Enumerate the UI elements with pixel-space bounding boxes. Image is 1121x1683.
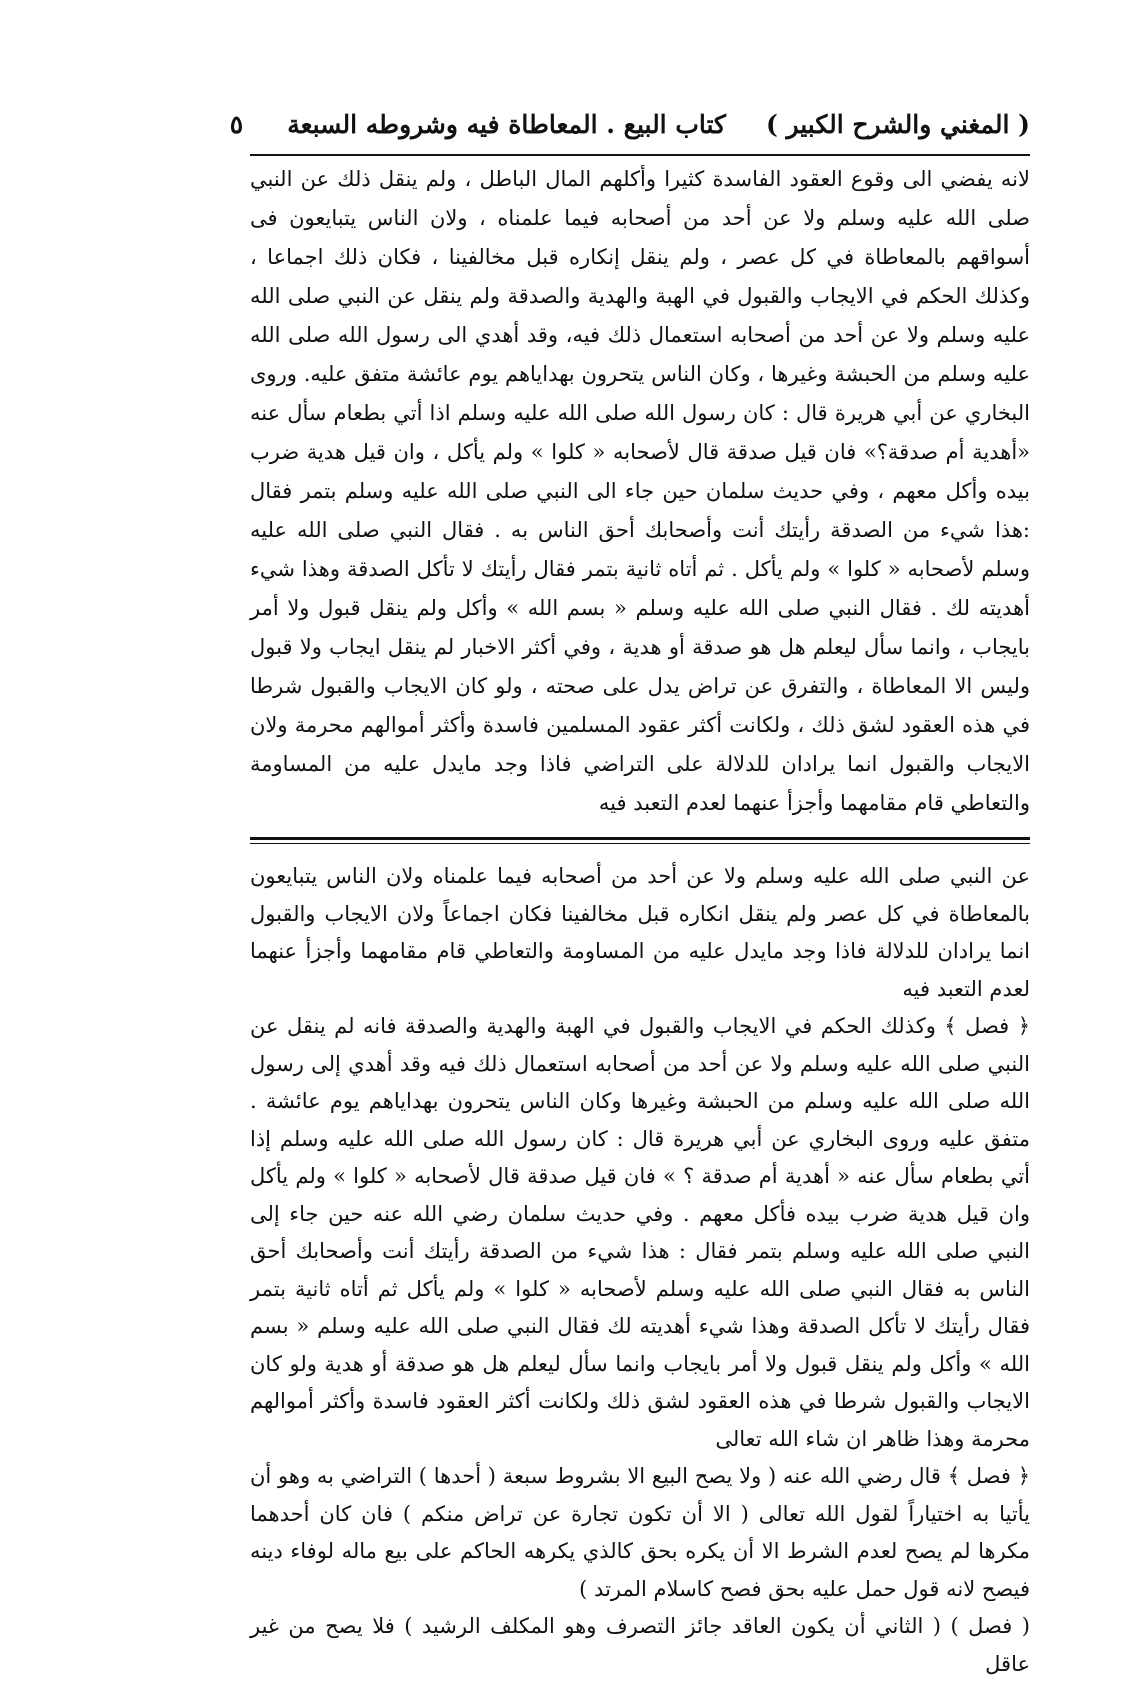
commentary-text (250, 858, 1030, 1683)
page-number: ٥ (229, 110, 244, 139)
main-paragraph: لانه يفضي الى وقوع العقود الفاسدة كثيرا وأكلهم المال الباطل ، ولم ينقل ذلك عن النبي صلى الله عليه وسلم ولا عن أحد من أصحابه فيما علمناه ، ولان الناس يتبايعون فى أسواقهم بالمعاطاة في كل عصر ، ولم ينقل إنكاره قبل مخالفينا ، فكان ذلك اجماعا ، وكذلك الحكم في الايجاب والقبول في الهبة والهدية والصدقة ولم ينقل عن النبي صلى الله عليه وسلم ولا عن أحد من أصحابه استعمال ذلك فيه، وقد أهدي الى رسول الله صلى الله عليه وسلم من الحبشة وغيرها ، وكان الناس يتحرون بهداياهم يوم عائشة متفق عليه. وروى البخاري عن أبي هريرة قال : كان رسول الله صلى الله عليه وسلم اذا أتي بطعام سأل عنه «أهدية أم صدقة؟» فان قيل صدقة قال لأصحابه « كلوا » ولم يأكل ، وان قيل هدية ضرب بيده وأكل معهم ، وفي حديث سلمان حين جاء الى النبي صلى الله عليه وسلم بتمر فقال :هذا شيء من الصدقة رأيتك أنت وأصحابك أحق الناس به . فقال النبي صلى الله عليه وسلم لأصحابه « كلوا » ولم يأكل . ثم أتاه ثانية بتمر فقال رأيتك لا تأكل الصدقة وهذا شيء أهديته لك . فقال النبي صلى الله عليه وسلم « بسم الله » وأكل ولم ينقل قبول ولا أمر بايجاب ، وانما سأل ليعلم هل هو صدقة أو هدية ، وفي أكثر الاخبار لم ينقل ايجاب ولا قبول وليس الا المعاطاة ، والتفرق عن تراض يدل على صحته ، ولو كان الايجاب والقبول شرطا في هذه العقود لشق ذلك ، ولكانت أكثر عقود المسلمين فاسدة وأكثر أموالهم محرمة ولان الايجاب والقبول انما يرادان للدلالة على التراضي فاذا وجد مايدل عليه من المساومة والتعاطي قام مقامهما وأجزأ عنهما لعدم التعبد فيه (250, 167, 1031, 815)
commentary-paragraph-2: ﴿ فصل ﴾ وكذلك الحكم في الايجاب والقبول في الهبة والهدية والصدقة فانه لم ينقل عن النبي صلى الله عليه وسلم ولا عن أحد من أصحابه استعمال ذلك فيه وقد أهدي إلى رسول الله صلى الله عليه وسلم من الحبشة وغيرها وكان الناس يتحرون بهداياهم يوم عائشة . متفق عليه وروى البخاري عن أبي هريرة قال : كان رسول الله صلى الله عليه وسلم إذا أتي بطعام سأل عنه « أهدية أم صدقة ؟ » فان قيل صدقة قال لأصحابه « كلوا » ولم يأكل وان قيل هدية ضرب بيده فأكل معهم . وفي حديث سلمان رضي الله عنه حين جاء إلى النبي صلى الله عليه وسلم بتمر فقال : هذا شيء من الصدقة رأيتك أنت وأصحابك أحق الناس به فقال النبي صلى الله عليه وسلم لأصحابه « كلوا » ولم يأكل ثم أتاه ثانية بتمر فقال رأيتك لا تأكل الصدقة وهذا شيء أهديته لك فقال النبي صلى الله عليه وسلم « بسم الله » وأكل ولم ينقل قبول ولا أمر بايجاب وانما سأل ليعلم هل هو صدقة أو هدية ولو كان الايجاب والقبول شرطا في هذه العقود لشق ذلك ولكانت أكثر العقود فاسدة وأكثر أموالهم محرمة وهذا ظاهر ان شاء الله تعالى (250, 1014, 1030, 1451)
commentary-paragraph-1: عن النبي صلى الله عليه وسلم ولا عن أحد من أصحابه فيما علمناه ولان الناس يتبايعون بالمعاطاة في كل عصر ولم ينقل انكاره قبل مخالفينا فكان اجماعاً ولان الايجاب والقبول انما يرادان للدلالة فاذا وجد مايدل عليه من المساومة والتعاطي قام مقامهما وأجزأ عنهما لعدم التعبد فيه (250, 864, 1031, 1001)
book-title: ( المغني والشرح الكبير ) (765, 110, 1030, 139)
chapter-title: كتاب البيع . المعاطاة فيه وشروطه السبعة (287, 110, 726, 139)
running-header (229, 110, 1030, 150)
main-text (250, 160, 1030, 823)
commentary-paragraph-3: ﴿ فصل ﴾ قال رضي الله عنه ( ولا يصح البيع الا بشروط سبعة ( أحدها ) التراضي به وهو أن يأتيا به اختياراً لقول الله تعالى ( الا أن تكون تجارة عن تراض منكم ) فان كان أحدهما مكرها لم يصح لعدم الشرط الا أن يكره بحق كالذي يكرهه الحاكم على بيع ماله لوفاء دينه فيصح لانه قول حمل عليه بحق فصح كاسلام المرتد ) (250, 1464, 1030, 1601)
book-page (229, 110, 1031, 1676)
commentary-paragraph-4: ( فصل ) ( الثاني أن يكون العاقد جائز التصرف وهو المكلف الرشيد ) فلا يصح من غير عاقل (250, 1614, 1030, 1676)
section-separator (250, 837, 1030, 844)
header-rule (250, 154, 1030, 156)
